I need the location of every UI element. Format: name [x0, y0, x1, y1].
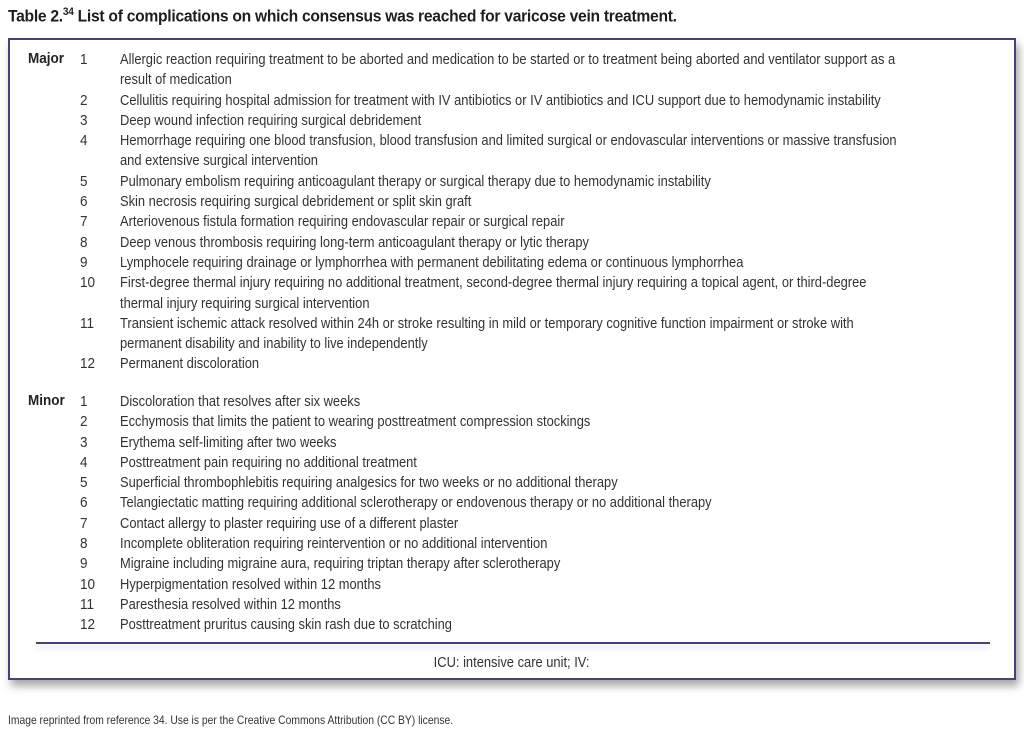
item-number: 6: [80, 494, 88, 512]
item-number: 2: [80, 91, 88, 109]
item-number: 10: [80, 575, 96, 593]
item-number: 2: [80, 413, 88, 431]
table-divider: [36, 642, 990, 644]
item-number: 8: [80, 535, 88, 553]
item-text-line: Posttreatment pruritus causing skin rash due to scratching: [120, 616, 452, 634]
item-number: 3: [80, 111, 88, 129]
table-title: [8, 6, 677, 27]
item-text-line: Migraine including migraine aura, requiring triptan therapy after sclerotherapy: [120, 555, 561, 573]
list-item: [10, 212, 1014, 232]
list-item: [10, 392, 1014, 412]
item-number: 1: [80, 51, 88, 68]
item-text-line: Permanent discoloration: [120, 355, 260, 373]
item-description: [120, 111, 990, 131]
item-number: 6: [80, 193, 88, 211]
list-item: [10, 534, 1014, 554]
item-description: [120, 354, 990, 374]
list-item: [10, 91, 1014, 111]
list-item: [10, 493, 1014, 513]
item-number: 9: [80, 555, 88, 573]
item-number: 5: [80, 474, 88, 492]
item-number: 4: [80, 132, 88, 150]
item-list: [10, 50, 1014, 375]
item-description: [120, 392, 990, 412]
section-major: [10, 50, 1014, 375]
item-text-line: Erythema self-limiting after two weeks: [120, 433, 337, 451]
item-description: [120, 433, 990, 453]
item-description: [120, 575, 990, 595]
item-number: 5: [80, 172, 88, 190]
item-description: [120, 233, 990, 253]
item-text-line: First-degree thermal injury requiring no additional treatment, second-degree thermal injury requiring a topical agent, or third-degree: [120, 274, 867, 292]
item-description: [120, 615, 990, 635]
list-item: [10, 314, 1014, 355]
item-text-line: Paresthesia resolved within 12 months: [120, 595, 341, 613]
item-text-line: Ecchymosis that limits the patient to wearing posttreatment compression stockings: [120, 413, 591, 431]
item-number: 11: [80, 314, 95, 332]
list-item: [10, 514, 1014, 534]
item-text-line: thermal injury requiring surgical intervention: [120, 294, 370, 312]
item-text-line: Pulmonary embolism requiring anticoagulant therapy or surgical therapy due to hemodynamic instability: [120, 172, 711, 190]
image-credit: Image reprinted from reference 34. Use is per the Creative Commons Attribution (CC BY) license.: [8, 713, 454, 727]
item-text-line: Telangiectatic matting requiring additional sclerotherapy or endovenous therapy or no additional therapy: [120, 494, 712, 512]
item-text-line: Superficial thrombophlebitis requiring analgesics for two weeks or no additional therapy: [120, 474, 618, 492]
list-item: [10, 554, 1014, 574]
item-description: [120, 50, 990, 91]
item-number: 7: [80, 514, 88, 532]
item-text-line: Incomplete obliteration requiring reintervention or no additional intervention: [120, 535, 548, 553]
item-description: [120, 131, 990, 172]
item-text-line: Posttreatment pain requiring no additional treatment: [120, 453, 417, 471]
item-description: [120, 192, 990, 212]
item-text-line: permanent disability and inability to live independently: [120, 335, 428, 353]
list-item: [10, 433, 1014, 453]
category-label: Major: [28, 50, 65, 67]
item-text-line: and extensive surgical intervention: [120, 152, 318, 170]
item-number: 8: [80, 233, 88, 251]
item-number: 12: [80, 355, 96, 373]
table-footnote: [10, 654, 1014, 671]
complications-table: [8, 38, 1016, 680]
table-title-prefix: Table 2.: [8, 6, 63, 26]
item-description: [120, 412, 990, 432]
item-description: [120, 595, 990, 615]
list-item: [10, 595, 1014, 615]
list-item: [10, 111, 1014, 131]
list-item: [10, 253, 1014, 273]
list-item: [10, 50, 1014, 91]
table-title-text: List of complications on which consensus was reached for varicose vein treatment.: [73, 6, 677, 26]
section-minor: [10, 392, 1014, 636]
item-number: 1: [80, 393, 88, 410]
item-text-line: Contact allergy to plaster requiring use of a different plaster: [120, 514, 459, 532]
item-text-line: Hyperpigmentation resolved within 12 months: [120, 575, 382, 593]
item-description: [120, 514, 990, 534]
item-description: [120, 91, 990, 111]
item-description: [120, 273, 990, 314]
item-text-line: Arteriovenous fistula formation requiring endovascular repair or surgical repair: [120, 213, 565, 231]
item-number: 12: [80, 616, 96, 634]
item-text-line: Discoloration that resolves after six weeks: [120, 393, 361, 410]
item-description: [120, 554, 990, 574]
item-text-line: Skin necrosis requiring surgical debridement or split skin graft: [120, 193, 472, 211]
list-item: [10, 473, 1014, 493]
item-text-line: Hemorrhage requiring one blood transfusion, blood transfusion and limited surgical or endovascular interventions or massive transfusion: [120, 132, 897, 150]
item-description: [120, 314, 990, 355]
list-item: [10, 172, 1014, 192]
footnote-text: ICU: intensive care unit; IV:: [434, 654, 590, 671]
item-description: [120, 172, 990, 192]
item-text-line: Deep venous thrombosis requiring long-term anticoagulant therapy or lytic therapy: [120, 233, 589, 251]
item-description: [120, 534, 990, 554]
reference-superscript: 34: [62, 6, 74, 18]
list-item: [10, 192, 1014, 212]
list-item: [10, 273, 1014, 314]
list-item: [10, 131, 1014, 172]
item-number: 7: [80, 213, 88, 231]
item-description: [120, 453, 990, 473]
category-label: Minor: [28, 392, 65, 409]
list-item: [10, 412, 1014, 432]
item-description: [120, 212, 990, 232]
item-number: 3: [80, 433, 88, 451]
item-description: [120, 473, 990, 493]
item-text-line: Transient ischemic attack resolved within 24h or stroke resulting in mild or temporary cognitive function impairment or stroke with: [120, 314, 854, 332]
list-item: [10, 233, 1014, 253]
list-item: [10, 615, 1014, 635]
item-text-line: Allergic reaction requiring treatment to be aborted and medication to be started or to treatment being aborted and ventilator support as a: [120, 51, 896, 68]
list-item: [10, 354, 1014, 374]
list-item: [10, 575, 1014, 595]
item-description: [120, 253, 990, 273]
item-text-line: Cellulitis requiring hospital admission for treatment with IV antibiotics or IV antibiotics and ICU support due to hemodynamic instability: [120, 91, 881, 109]
item-list: [10, 392, 1014, 636]
item-number: 9: [80, 253, 88, 271]
list-item: [10, 453, 1014, 473]
item-number: 4: [80, 453, 88, 471]
item-text-line: Deep wound infection requiring surgical debridement: [120, 111, 422, 129]
item-text-line: result of medication: [120, 71, 232, 89]
item-text-line: Lymphocele requiring drainage or lymphorrhea with permanent debilitating edema or continuous lymphorrhea: [120, 253, 744, 271]
item-description: [120, 493, 990, 513]
item-number: 11: [80, 595, 95, 613]
item-number: 10: [80, 274, 96, 292]
